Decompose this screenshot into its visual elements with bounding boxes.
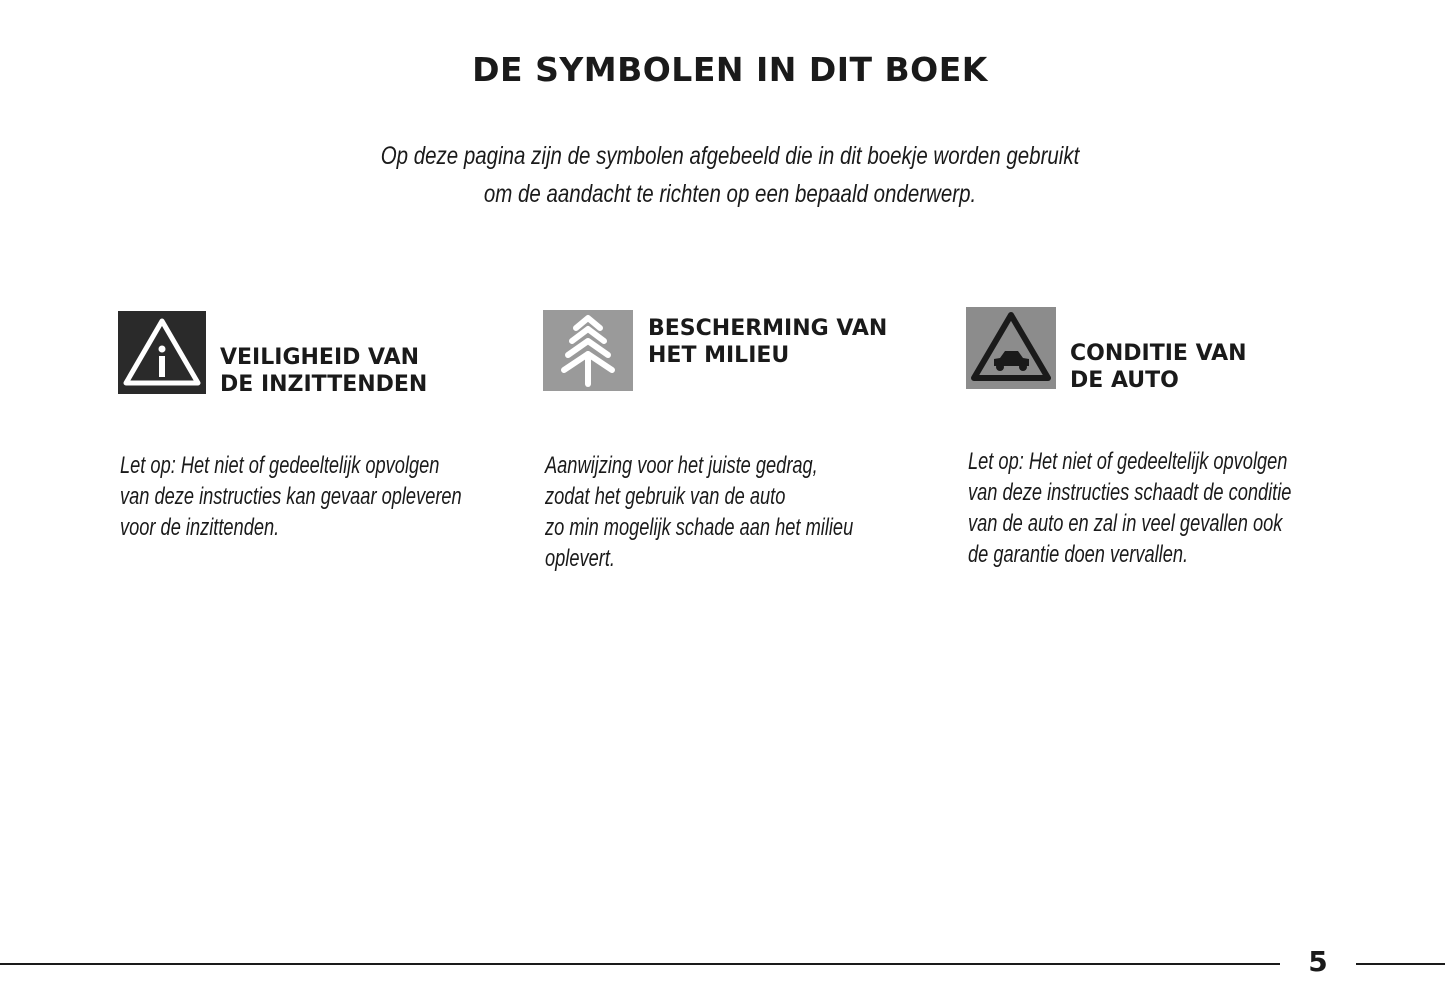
symbol-title-line-2: DE INZITTENDEN <box>220 372 428 397</box>
description-line: zodat het gebruik van de auto <box>545 483 786 510</box>
symbol-title-line-2: HET MILIEU <box>648 343 790 368</box>
warning-triangle-exclamation-icon <box>118 311 206 394</box>
symbol-title-line-1: BESCHERMING VAN <box>648 316 888 341</box>
tree-arrow-icon <box>543 310 633 391</box>
description-line: Let op: Het niet of gedeeltelijk opvolgen <box>968 448 1288 475</box>
description-line: de garantie doen vervallen. <box>968 541 1189 568</box>
description-line: voor de inzittenden. <box>120 514 280 541</box>
description-line: zo min mogelijk schade aan het milieu <box>545 514 854 541</box>
intro-line-2: om de aandacht te richten op een bepaald onderwerp. <box>483 180 977 208</box>
description-line: oplevert. <box>545 545 615 572</box>
symbol-title-car-condition <box>1070 340 1247 394</box>
page-number: 5 <box>1308 945 1328 978</box>
symbol-description-car-condition <box>968 446 1291 570</box>
symbol-description-environment <box>545 450 853 574</box>
description-line: Aanwijzing voor het juiste gedrag, <box>545 452 818 479</box>
intro-text <box>377 137 1082 213</box>
symbol-title-environment <box>648 315 887 369</box>
symbol-title-line-2: DE AUTO <box>1070 368 1179 393</box>
symbol-title-line-1: CONDITIE VAN <box>1070 341 1247 366</box>
description-line: van de auto en zal in veel gevallen ook <box>968 510 1283 537</box>
description-line: van deze instructies schaadt de conditie <box>968 479 1292 506</box>
description-line: Let op: Het niet of gedeeltelijk opvolgen <box>120 452 440 479</box>
symbol-title-line-1: VEILIGHEID VAN <box>220 345 420 370</box>
footer-rule-right <box>1356 963 1445 965</box>
symbol-title-occupant-safety <box>220 344 427 398</box>
symbol-description-occupant-safety <box>120 450 462 543</box>
intro-line-1: Op deze pagina zijn de symbolen afgebeeld die in dit boekje worden gebruikt <box>380 142 1080 170</box>
warning-triangle-car-icon <box>966 307 1056 389</box>
description-line: van deze instructies kan gevaar opleveren <box>120 483 462 510</box>
page-title: DE SYMBOLEN IN DIT BOEK <box>472 50 988 89</box>
footer-rule-left <box>0 963 1280 965</box>
